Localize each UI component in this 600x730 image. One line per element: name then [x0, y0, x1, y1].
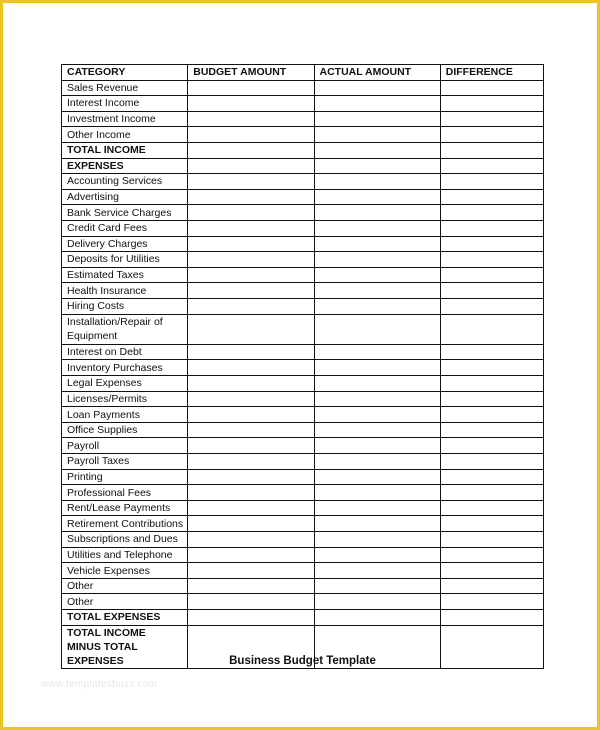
actual-amount-cell[interactable]	[314, 391, 440, 407]
table-row	[62, 438, 544, 454]
category-cell: TOTAL INCOME MINUS TOTAL EXPENSES	[62, 625, 188, 668]
budget-amount-cell[interactable]	[188, 111, 314, 127]
difference-cell[interactable]	[440, 174, 543, 190]
difference-cell[interactable]	[440, 158, 543, 174]
budget-amount-cell[interactable]	[188, 469, 314, 485]
actual-amount-cell[interactable]	[314, 454, 440, 470]
budget-amount-cell[interactable]	[188, 578, 314, 594]
actual-amount-cell[interactable]	[314, 267, 440, 283]
difference-cell[interactable]	[440, 485, 543, 501]
actual-amount-cell[interactable]	[314, 174, 440, 190]
category-cell: Hiring Costs	[62, 298, 188, 314]
table-row	[62, 609, 544, 625]
difference-cell[interactable]	[440, 267, 543, 283]
actual-amount-cell[interactable]	[314, 485, 440, 501]
difference-cell[interactable]	[440, 314, 543, 344]
difference-cell[interactable]	[440, 298, 543, 314]
category-cell: Subscriptions and Dues	[62, 532, 188, 548]
table-row	[62, 314, 544, 344]
difference-cell[interactable]	[440, 360, 543, 376]
table-row	[62, 158, 544, 174]
budget-amount-cell[interactable]	[188, 158, 314, 174]
budget-amount-cell[interactable]	[188, 283, 314, 299]
table-row	[62, 422, 544, 438]
budget-amount-cell[interactable]	[188, 298, 314, 314]
table-row	[62, 236, 544, 252]
table-row	[62, 174, 544, 190]
difference-cell[interactable]	[440, 189, 543, 205]
actual-amount-cell[interactable]	[314, 189, 440, 205]
difference-cell[interactable]	[440, 344, 543, 360]
category-cell: Inventory Purchases	[62, 360, 188, 376]
budget-amount-cell[interactable]	[188, 532, 314, 548]
difference-cell[interactable]	[440, 422, 543, 438]
actual-amount-cell[interactable]	[314, 127, 440, 143]
difference-cell[interactable]	[440, 391, 543, 407]
difference-cell[interactable]	[440, 283, 543, 299]
table-row	[62, 516, 544, 532]
budget-amount-cell[interactable]	[188, 127, 314, 143]
actual-amount-cell[interactable]	[314, 609, 440, 625]
budget-amount-cell[interactable]	[188, 360, 314, 376]
budget-table	[61, 64, 544, 669]
actual-amount-cell[interactable]	[314, 205, 440, 221]
actual-amount-cell[interactable]	[314, 547, 440, 563]
budget-amount-cell[interactable]	[188, 547, 314, 563]
actual-amount-cell[interactable]	[314, 96, 440, 112]
budget-amount-cell[interactable]	[188, 609, 314, 625]
category-cell: Bank Service Charges	[62, 205, 188, 221]
actual-amount-cell[interactable]	[314, 578, 440, 594]
table-row	[62, 376, 544, 392]
document-page	[3, 3, 597, 727]
actual-amount-cell[interactable]	[314, 236, 440, 252]
table-body	[62, 80, 544, 668]
table-row	[62, 469, 544, 485]
difference-cell[interactable]	[440, 407, 543, 423]
table-row	[62, 189, 544, 205]
category-cell: Other	[62, 594, 188, 610]
budget-amount-cell[interactable]	[188, 594, 314, 610]
table-header-row	[62, 65, 544, 81]
category-cell: Investment Income	[62, 111, 188, 127]
category-cell: TOTAL EXPENSES	[62, 609, 188, 625]
difference-cell[interactable]	[440, 578, 543, 594]
table-row	[62, 578, 544, 594]
actual-amount-cell[interactable]	[314, 407, 440, 423]
difference-cell[interactable]	[440, 532, 543, 548]
difference-cell[interactable]	[440, 142, 543, 158]
budget-amount-cell[interactable]	[188, 438, 314, 454]
budget-amount-cell[interactable]	[188, 454, 314, 470]
difference-cell[interactable]	[440, 469, 543, 485]
actual-amount-cell[interactable]	[314, 298, 440, 314]
difference-cell[interactable]	[440, 500, 543, 516]
table-row	[62, 454, 544, 470]
category-cell: Licenses/Permits	[62, 391, 188, 407]
difference-cell[interactable]	[440, 220, 543, 236]
table-row	[62, 407, 544, 423]
difference-cell[interactable]	[440, 127, 543, 143]
difference-cell[interactable]	[440, 454, 543, 470]
actual-amount-cell[interactable]	[314, 252, 440, 268]
actual-amount-cell[interactable]	[314, 158, 440, 174]
table-row	[62, 267, 544, 283]
category-cell: Estimated Taxes	[62, 267, 188, 283]
actual-amount-cell[interactable]	[314, 516, 440, 532]
table-row	[62, 111, 544, 127]
category-cell: Utilities and Telephone	[62, 547, 188, 563]
category-cell: EXPENSES	[62, 158, 188, 174]
actual-amount-cell[interactable]	[314, 422, 440, 438]
actual-amount-cell[interactable]	[314, 563, 440, 579]
budget-amount-cell[interactable]	[188, 407, 314, 423]
actual-amount-cell[interactable]	[314, 283, 440, 299]
difference-cell[interactable]	[440, 594, 543, 610]
table-row	[62, 283, 544, 299]
budget-amount-cell[interactable]	[188, 500, 314, 516]
actual-amount-cell[interactable]	[314, 142, 440, 158]
difference-cell[interactable]	[440, 111, 543, 127]
category-cell: Credit Card Fees	[62, 220, 188, 236]
budget-amount-cell[interactable]	[188, 344, 314, 360]
difference-cell[interactable]	[440, 516, 543, 532]
category-cell: Interest on Debt	[62, 344, 188, 360]
difference-cell[interactable]	[440, 376, 543, 392]
table-row	[62, 500, 544, 516]
category-cell: Other Income	[62, 127, 188, 143]
category-cell: Advertising	[62, 189, 188, 205]
category-cell: Payroll Taxes	[62, 454, 188, 470]
difference-cell[interactable]	[440, 205, 543, 221]
header-budget-amount: BUDGET AMOUNT	[188, 65, 314, 81]
category-cell: Other	[62, 578, 188, 594]
difference-cell[interactable]	[440, 96, 543, 112]
difference-cell[interactable]	[440, 547, 543, 563]
category-cell: Deposits for Utilities	[62, 252, 188, 268]
table-row	[62, 391, 544, 407]
category-cell: Installation/Repair of Equipment	[62, 314, 188, 344]
table-row	[62, 96, 544, 112]
table-row	[62, 252, 544, 268]
actual-amount-cell[interactable]	[314, 594, 440, 610]
header-difference: DIFFERENCE	[440, 65, 543, 81]
table-row	[62, 142, 544, 158]
budget-amount-cell[interactable]	[188, 189, 314, 205]
actual-amount-cell[interactable]	[314, 500, 440, 516]
budget-amount-cell[interactable]	[188, 516, 314, 532]
table-row	[62, 547, 544, 563]
actual-amount-cell[interactable]	[314, 532, 440, 548]
budget-amount-cell[interactable]	[188, 220, 314, 236]
watermark: www.templatesbuzz.com	[41, 679, 158, 690]
difference-cell[interactable]	[440, 236, 543, 252]
category-cell: Rent/Lease Payments	[62, 500, 188, 516]
header-actual-amount: ACTUAL AMOUNT	[314, 65, 440, 81]
category-cell: Payroll	[62, 438, 188, 454]
difference-cell[interactable]	[440, 252, 543, 268]
category-cell: Sales Revenue	[62, 80, 188, 96]
budget-amount-cell[interactable]	[188, 376, 314, 392]
category-cell: Printing	[62, 469, 188, 485]
budget-amount-cell[interactable]	[188, 142, 314, 158]
category-cell: Vehicle Expenses	[62, 563, 188, 579]
budget-amount-cell[interactable]	[188, 422, 314, 438]
budget-amount-cell[interactable]	[188, 96, 314, 112]
table-row	[62, 344, 544, 360]
budget-amount-cell[interactable]	[188, 252, 314, 268]
category-cell: Legal Expenses	[62, 376, 188, 392]
budget-amount-cell[interactable]	[188, 174, 314, 190]
table-row	[62, 298, 544, 314]
table-row	[62, 360, 544, 376]
budget-amount-cell[interactable]	[188, 391, 314, 407]
category-cell: Professional Fees	[62, 485, 188, 501]
actual-amount-cell[interactable]	[314, 80, 440, 96]
table-row	[62, 532, 544, 548]
actual-amount-cell[interactable]	[314, 344, 440, 360]
difference-cell[interactable]	[440, 438, 543, 454]
actual-amount-cell[interactable]	[314, 469, 440, 485]
budget-amount-cell[interactable]	[188, 205, 314, 221]
table-row	[62, 80, 544, 96]
actual-amount-cell[interactable]	[314, 376, 440, 392]
category-cell: Interest Income	[62, 96, 188, 112]
category-cell: Accounting Services	[62, 174, 188, 190]
table-row	[62, 205, 544, 221]
category-cell: Health Insurance	[62, 283, 188, 299]
document-caption: Business Budget Template	[229, 655, 376, 667]
budget-amount-cell[interactable]	[188, 236, 314, 252]
budget-amount-cell[interactable]	[188, 267, 314, 283]
table-row	[62, 485, 544, 501]
actual-amount-cell[interactable]	[314, 360, 440, 376]
category-cell: Retirement Contributions	[62, 516, 188, 532]
category-cell: Loan Payments	[62, 407, 188, 423]
category-cell: TOTAL INCOME	[62, 142, 188, 158]
actual-amount-cell[interactable]	[314, 220, 440, 236]
table-row	[62, 220, 544, 236]
category-cell: Office Supplies	[62, 422, 188, 438]
difference-cell[interactable]	[440, 609, 543, 625]
budget-amount-cell[interactable]	[188, 563, 314, 579]
header-category: CATEGORY	[62, 65, 188, 81]
difference-cell[interactable]	[440, 80, 543, 96]
actual-amount-cell[interactable]	[314, 438, 440, 454]
table-row	[62, 563, 544, 579]
budget-amount-cell[interactable]	[188, 80, 314, 96]
table-row	[62, 594, 544, 610]
category-cell: Delivery Charges	[62, 236, 188, 252]
budget-amount-cell[interactable]	[188, 314, 314, 344]
table-row	[62, 127, 544, 143]
budget-amount-cell[interactable]	[188, 485, 314, 501]
actual-amount-cell[interactable]	[314, 314, 440, 344]
actual-amount-cell[interactable]	[314, 111, 440, 127]
difference-cell[interactable]	[440, 563, 543, 579]
